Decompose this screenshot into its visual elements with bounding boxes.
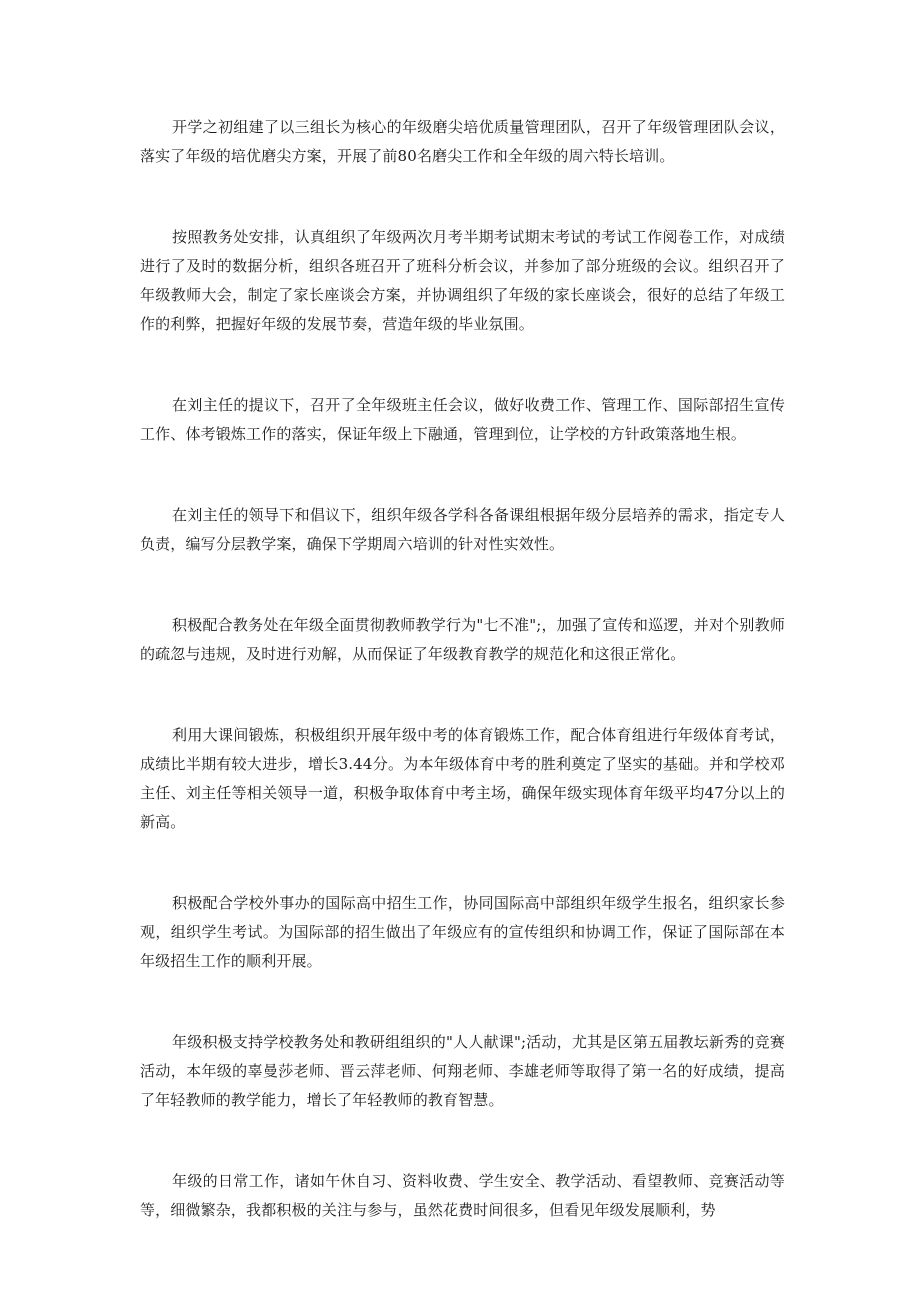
paragraph-daily-work: 年级的日常工作，诸如午休自习、资料收费、学生安全、教学活动、看望教师、竞赛活动等等，细微繁杂，我都积极的关注与参与，虽然花费时间很多，但看见年级发展顺利，势 bbox=[140, 1172, 785, 1219]
paragraph-international-enrollment: 积极配合学校外事办的国际高中招生工作，协同国际高中部组织年级学生报名，组织家长参观，组织学生考试。为国际部的招生做出了年级应有的宣传组织和协调工作，保证了国际部在本年级招生工作的顺利开展。 bbox=[140, 894, 785, 970]
paragraph-tiered-teaching: 在刘主任的领导下和倡议下，组织年级各学科各备课组根据年级分层培养的需求，指定专人负责，编写分层教学案，确保下学期周六培训的针对性实效性。 bbox=[140, 506, 785, 553]
paragraph-exam-organization: 按照教务处安排，认真组织了年级两次月考半期考试期末考试的考试工作阅卷工作，对成绩进行了及时的数据分析，组织各班召开了班科分析会议，并参加了部分班级的会议。组织召开了年级教师大会，制定了家长座谈会方案，并协调组织了年级的家长座谈会，很好的总结了年级工作的利弊，把握好年级的发展节奏，营造年级的毕业氛围。 bbox=[140, 228, 785, 333]
paragraph-lesson-contest: 年级积极支持学校教务处和教研组组织的"人人献课";活动，尤其是区第五届教坛新秀的竞赛活动，本年级的辜曼莎老师、晋云萍老师、何翔老师、李雄老师等取得了第一名的好成绩，提高了年轻教师的教学能力，增长了年轻教师的教育智慧。 bbox=[140, 1033, 785, 1109]
paragraph-physical-exam: 利用大课间锻炼，积极组织开展年级中考的体育锻炼工作，配合体育组进行年级体育考试，成绩比半期有较大进步，增长3.44分。为本年级体育中考的胜利奠定了坚实的基础。并和学校邓主任、刘主任等相关领导一道，积极争取体育中考主场，确保年级实现体育年级平均47分以上的新高。 bbox=[140, 726, 785, 831]
paragraph-teaching-conduct: 积极配合教务处在年级全面贯彻教师教学行为"七不准";，加强了宣传和巡逻，并对个别教师的疏忽与违规，及时进行劝解，从而保证了年级教育教学的规范化和这很正常化。 bbox=[140, 616, 785, 663]
paragraph-head-teacher-meeting: 在刘主任的提议下，召开了全年级班主任会议，做好收费工作、管理工作、国际部招生宣传工作、体考锻炼工作的落实，保证年级上下融通，管理到位，让学校的方针政策落地生根。 bbox=[140, 396, 785, 443]
paragraph-team-building: 开学之初组建了以三组长为核心的年级磨尖培优质量管理团队，召开了年级管理团队会议，落实了年级的培优磨尖方案，开展了前80名磨尖工作和全年级的周六特长培训。 bbox=[140, 118, 785, 165]
document-page bbox=[140, 113, 785, 1225]
